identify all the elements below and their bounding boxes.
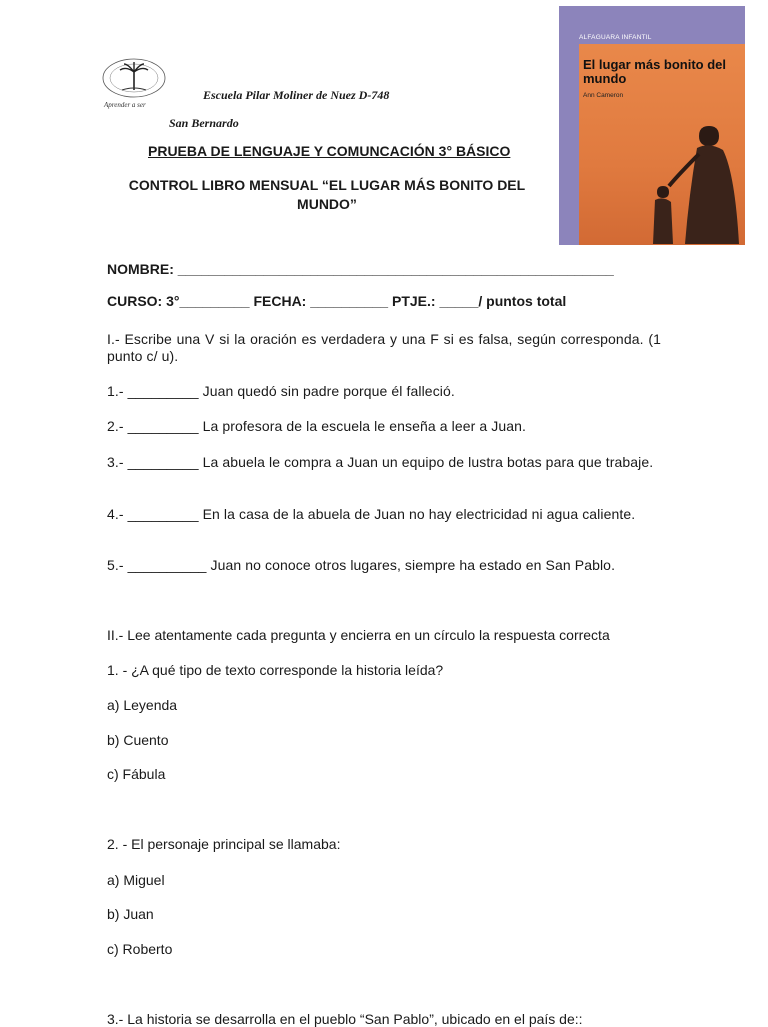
q2-option-a: a) Miguel xyxy=(107,872,165,888)
control-title: CONTROL LIBRO MENSUAL “EL LUGAR MÁS BONITO DEL MUNDO” xyxy=(128,177,526,212)
section2-instructions: II.- Lee atentamente cada pregunta y encierra en un círculo la respuesta correcta xyxy=(107,627,610,643)
tf-item-1: 1.- _________ Juan quedó sin padre porque él falleció. xyxy=(107,383,455,399)
tf-item-4: 4.- _________ En la casa de la abuela de Juan no hay electricidad ni agua caliente. xyxy=(107,506,636,522)
school-city: San Bernardo xyxy=(169,116,239,130)
book-cover-author: Ann Cameron xyxy=(583,92,624,99)
tf-item-3: 3.- _________ La abuela le compra a Juan un equipo de lustra botas para que trabaje. xyxy=(107,454,654,470)
q1-option-c: c) Fábula xyxy=(107,766,166,782)
q2-option-c: c) Roberto xyxy=(107,941,173,957)
book-cover-panel xyxy=(579,44,745,245)
book-cover-image xyxy=(559,6,745,245)
question-2: 2. - El personaje principal se llamaba: xyxy=(107,836,341,852)
q2-option-b: b) Juan xyxy=(107,906,154,922)
q1-option-a: a) Leyenda xyxy=(107,697,178,713)
question-1: 1. - ¿A qué tipo de texto corresponde la historia leída? xyxy=(107,662,444,678)
course-date-score-field: CURSO: 3°_________ FECHA: __________ PTJE.: _____/ puntos total xyxy=(107,293,567,309)
book-cover-title: El lugar más bonito del mundo xyxy=(583,57,727,86)
school-logo xyxy=(100,56,172,112)
section1-instructions: I.- Escribe una V si la oración es verdadera y una F si es falsa, según corresponda. (1 punto c/ u). xyxy=(107,331,661,364)
logo-motto: Aprender a ser xyxy=(104,101,146,109)
q1-option-b: b) Cuento xyxy=(107,732,169,748)
book-publisher: ALFAGUARA INFANTIL xyxy=(579,34,652,41)
tf-item-2: 2.- _________ La profesora de la escuela le enseña a leer a Juan. xyxy=(107,418,527,434)
school-name: Escuela Pilar Moliner de Nuez D-748 xyxy=(203,88,390,102)
question-3: 3.- La historia se desarrolla en el pueblo “San Pablo”, ubicado en el país de:: xyxy=(107,1011,583,1027)
tf-item-5: 5.- __________ Juan no conoce otros lugares, siempre ha estado en San Pablo. xyxy=(107,557,616,573)
name-field: NOMBRE: ________________________________________________________ xyxy=(107,261,614,277)
test-title: PRUEBA DE LENGUAJE Y COMUNCACIÓN 3° BÁSICO xyxy=(148,143,511,159)
silhouette-illustration xyxy=(639,114,745,245)
